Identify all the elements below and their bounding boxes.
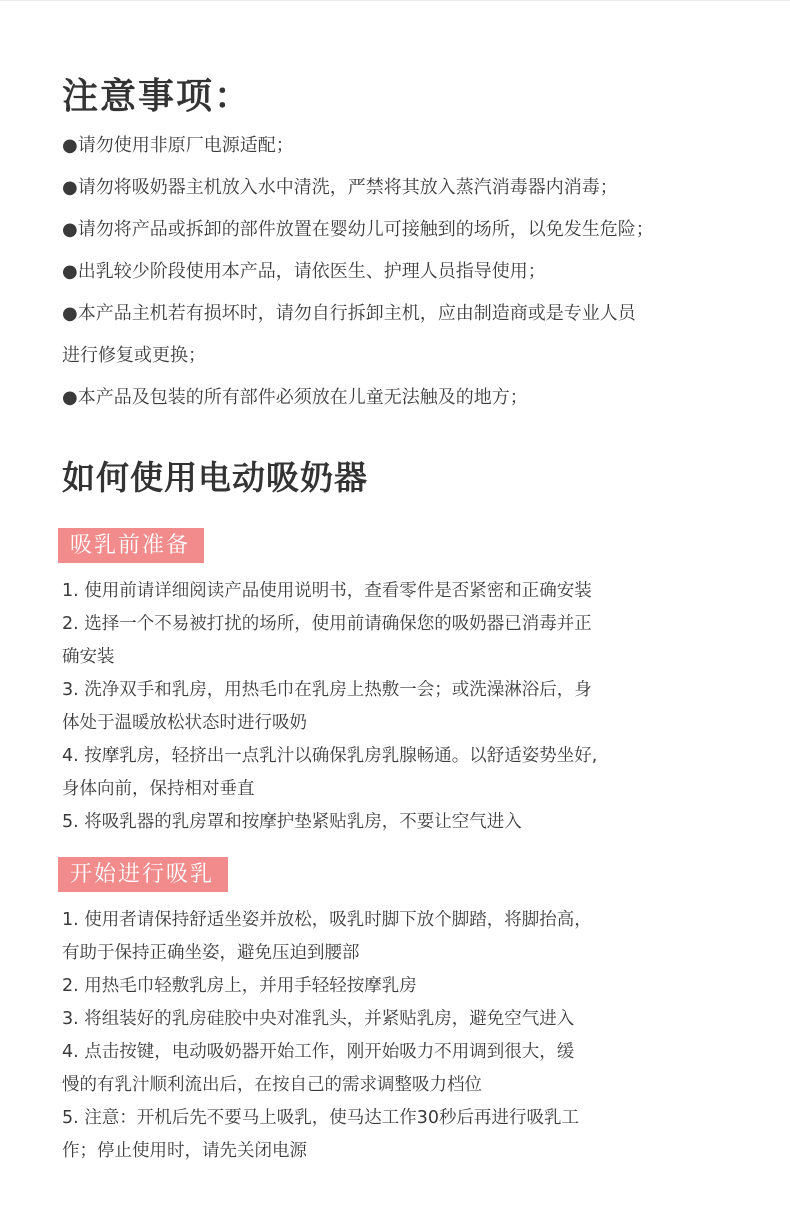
start-step-line: 有助于保持正确坐姿，避免压迫到腰部 [62, 943, 360, 963]
notice-line: ●请勿将吸奶器主机放入水中清洗，严禁将其放入蒸汽消毒器内消毒； [62, 177, 618, 198]
start-step-line: 2. 用热毛巾轻敷乳房上，并用手轻轻按摩乳房 [62, 976, 417, 996]
preparation-step-line: 2. 选择一个不易被打扰的场所，使用前请确保您的吸奶器已消毒并正 [62, 614, 592, 634]
start-step-line: 慢的有乳汁顺利流出后，在按自己的需求调整吸力档位 [62, 1075, 482, 1095]
preparation-step-line: 4. 按摩乳房，轻挤出一点乳汁以确保乳房乳腺畅通。以舒适姿势坐好, [62, 746, 598, 766]
notice-line: ●本产品主机若有损坏时，请勿自行拆卸主机，应由制造商或是专业人员 [62, 303, 636, 324]
preparation-label: 吸乳前准备 [58, 528, 204, 563]
start-step-line: 作；停止使用时，请先关闭电源 [62, 1141, 307, 1161]
notice-line: ●请勿将产品或拆卸的部件放置在婴幼儿可接触到的场所，以免发生危险； [62, 219, 654, 240]
notice-line: ●出乳较少阶段使用本产品，请依医生、护理人员指导使用； [62, 261, 546, 282]
notice-list [62, 125, 762, 419]
preparation-step-line: 身体向前，保持相对垂直 [62, 779, 255, 799]
preparation-step-line: 5. 将吸乳器的乳房罩和按摩护垫紧贴乳房，不要让空气进入 [62, 812, 522, 832]
preparation-step-line: 体处于温暖放松状态时进行吸奶 [62, 713, 307, 733]
start-steps [62, 904, 732, 1168]
notice-title: 注意事项： [62, 76, 253, 117]
preparation-step-line: 3. 洗净双手和乳房，用热毛巾在乳房上热敷一会；或洗澡淋浴后，身 [62, 680, 592, 700]
start-step-line: 4. 点击按键，电动吸奶器开始工作，刚开始吸力不用调到很大，缓 [62, 1042, 575, 1062]
notice-line: 进行修复或更换； [62, 345, 206, 366]
start-label: 开始进行吸乳 [58, 857, 228, 892]
preparation-steps [62, 575, 732, 839]
start-step-line: 5. 注意：开机后先不要马上吸乳，使马达工作30秒后再进行吸乳工 [62, 1108, 580, 1128]
notice-line: ●请勿使用非原厂电源适配； [62, 135, 294, 156]
preparation-step-line: 1. 使用前请详细阅读产品使用说明书，查看零件是否紧密和正确安装 [62, 581, 592, 601]
start-step-line: 3. 将组装好的乳房硅胶中央对准乳头，并紧贴乳房，避免空气进入 [62, 1009, 575, 1029]
notice-line: ●本产品及包装的所有部件必须放在儿童无法触及的地方； [62, 387, 528, 408]
usage-title: 如何使用电动吸奶器 [62, 458, 368, 497]
preparation-step-line: 确安装 [62, 647, 115, 667]
start-step-line: 1. 使用者请保持舒适坐姿并放松，吸乳时脚下放个脚踏，将脚抬高， [62, 910, 592, 930]
top-divider [0, 0, 790, 1]
